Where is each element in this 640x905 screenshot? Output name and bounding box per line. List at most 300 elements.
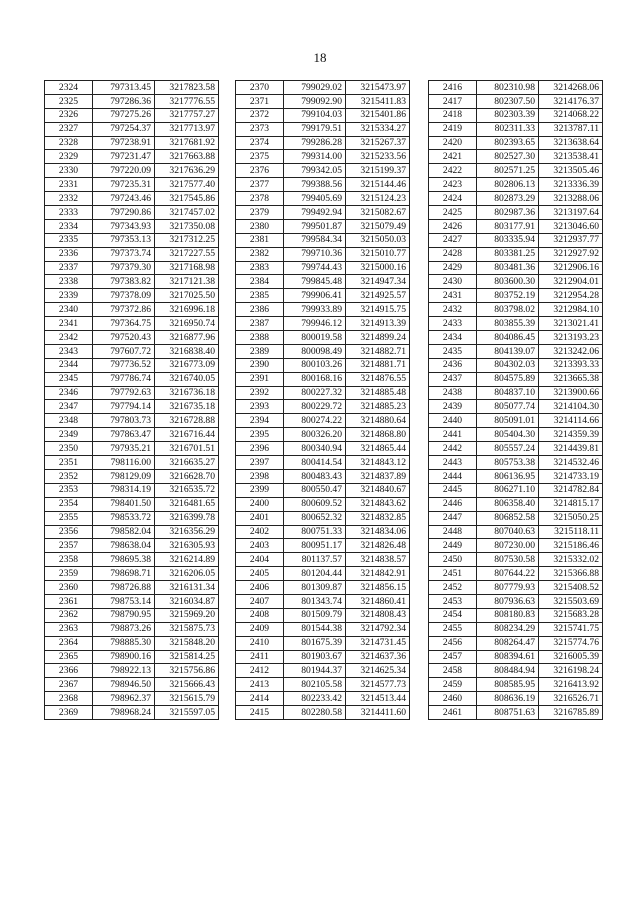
point-id-cell: 2438 (429, 386, 477, 400)
table-row (429, 136, 603, 150)
y-coordinate-cell: 3214885.23 (346, 400, 410, 414)
table-row (429, 511, 603, 525)
table-row (236, 136, 410, 150)
table-row (236, 567, 410, 581)
y-coordinate-cell: 3216635.27 (155, 456, 219, 470)
y-coordinate-cell: 3215756.86 (155, 664, 219, 678)
y-coordinate-cell: 3217757.27 (155, 108, 219, 122)
point-id-cell: 2371 (236, 94, 284, 108)
x-coordinate-cell: 798129.09 (93, 469, 155, 483)
y-coordinate-cell: 3217312.25 (155, 233, 219, 247)
table-row (236, 456, 410, 470)
table-row (429, 497, 603, 511)
point-id-cell: 2376 (236, 164, 284, 178)
table-row (45, 81, 219, 95)
x-coordinate-cell: 797372.86 (93, 303, 155, 317)
y-coordinate-cell: 3216206.05 (155, 567, 219, 581)
table-row (45, 678, 219, 692)
point-id-cell: 2403 (236, 539, 284, 553)
y-coordinate-cell: 3216413.92 (539, 678, 603, 692)
table-row (45, 594, 219, 608)
table-row (45, 289, 219, 303)
y-coordinate-cell: 3215875.73 (155, 622, 219, 636)
point-id-cell: 2349 (45, 428, 93, 442)
table-row (236, 511, 410, 525)
x-coordinate-cell: 800340.94 (284, 442, 346, 456)
point-id-cell: 2346 (45, 386, 93, 400)
y-coordinate-cell: 3215050.25 (539, 511, 603, 525)
point-id-cell: 2392 (236, 386, 284, 400)
x-coordinate-cell: 799492.94 (284, 206, 346, 220)
point-id-cell: 2413 (236, 678, 284, 692)
y-coordinate-cell: 3217121.38 (155, 275, 219, 289)
point-id-cell: 2359 (45, 567, 93, 581)
y-coordinate-cell: 3213638.64 (539, 136, 603, 150)
x-coordinate-cell: 807644.22 (477, 567, 539, 581)
table-row (236, 303, 410, 317)
x-coordinate-cell: 801309.87 (284, 581, 346, 595)
table-row (236, 539, 410, 553)
table-row (429, 414, 603, 428)
x-coordinate-cell: 807530.58 (477, 553, 539, 567)
point-id-cell: 2388 (236, 331, 284, 345)
y-coordinate-cell: 3214838.57 (346, 553, 410, 567)
y-coordinate-cell: 3215666.43 (155, 678, 219, 692)
table-row (429, 122, 603, 136)
y-coordinate-cell: 3212927.92 (539, 247, 603, 261)
table-row (236, 331, 410, 345)
table-row (429, 594, 603, 608)
y-coordinate-cell: 3214842.91 (346, 567, 410, 581)
point-id-cell: 2419 (429, 122, 477, 136)
x-coordinate-cell: 797353.13 (93, 233, 155, 247)
y-coordinate-cell: 3212906.16 (539, 261, 603, 275)
x-coordinate-cell: 797935.21 (93, 442, 155, 456)
point-id-cell: 2383 (236, 261, 284, 275)
x-coordinate-cell: 802310.98 (477, 81, 539, 95)
x-coordinate-cell: 800168.16 (284, 372, 346, 386)
x-coordinate-cell: 808751.63 (477, 706, 539, 720)
y-coordinate-cell: 3215118.11 (539, 525, 603, 539)
table-row (236, 247, 410, 261)
point-id-cell: 2387 (236, 317, 284, 331)
y-coordinate-cell: 3217457.02 (155, 206, 219, 220)
x-coordinate-cell: 808394.61 (477, 650, 539, 664)
x-coordinate-cell: 804086.45 (477, 331, 539, 345)
y-coordinate-cell: 3214114.66 (539, 414, 603, 428)
table-row (45, 469, 219, 483)
table-row (45, 539, 219, 553)
point-id-cell: 2440 (429, 414, 477, 428)
table-row (45, 233, 219, 247)
point-id-cell: 2374 (236, 136, 284, 150)
point-id-cell: 2382 (236, 247, 284, 261)
y-coordinate-cell: 3214856.15 (346, 581, 410, 595)
x-coordinate-cell: 800227.32 (284, 386, 346, 400)
y-coordinate-cell: 3213505.46 (539, 164, 603, 178)
point-id-cell: 2338 (45, 275, 93, 289)
y-coordinate-cell: 3215848.20 (155, 636, 219, 650)
table-row (236, 233, 410, 247)
table-row (429, 386, 603, 400)
x-coordinate-cell: 803798.02 (477, 303, 539, 317)
point-id-cell: 2324 (45, 81, 93, 95)
point-id-cell: 2365 (45, 650, 93, 664)
y-coordinate-cell: 3216034.87 (155, 594, 219, 608)
x-coordinate-cell: 805091.01 (477, 414, 539, 428)
y-coordinate-cell: 3214837.89 (346, 469, 410, 483)
x-coordinate-cell: 800550.47 (284, 483, 346, 497)
x-coordinate-cell: 797794.14 (93, 400, 155, 414)
table-row (236, 553, 410, 567)
table-row (236, 608, 410, 622)
table-row (45, 442, 219, 456)
table-row (429, 94, 603, 108)
x-coordinate-cell: 799342.05 (284, 164, 346, 178)
table-row (236, 94, 410, 108)
x-coordinate-cell: 801343.74 (284, 594, 346, 608)
table-row (236, 428, 410, 442)
table-row (45, 567, 219, 581)
point-id-cell: 2356 (45, 525, 93, 539)
x-coordinate-cell: 798900.16 (93, 650, 155, 664)
x-coordinate-cell: 798726.88 (93, 581, 155, 595)
y-coordinate-cell: 3213538.41 (539, 150, 603, 164)
x-coordinate-cell: 808484.94 (477, 664, 539, 678)
x-coordinate-cell: 798885.30 (93, 636, 155, 650)
table-row (429, 247, 603, 261)
x-coordinate-cell: 797275.26 (93, 108, 155, 122)
y-coordinate-cell: 3214843.12 (346, 456, 410, 470)
point-id-cell: 2426 (429, 219, 477, 233)
y-coordinate-cell: 3213900.66 (539, 386, 603, 400)
y-coordinate-cell: 3216785.89 (539, 706, 603, 720)
point-id-cell: 2375 (236, 150, 284, 164)
point-id-cell: 2402 (236, 525, 284, 539)
point-id-cell: 2410 (236, 636, 284, 650)
point-id-cell: 2350 (45, 442, 93, 456)
x-coordinate-cell: 797313.45 (93, 81, 155, 95)
table-row (45, 94, 219, 108)
table-row (429, 81, 603, 95)
table-row (429, 289, 603, 303)
y-coordinate-cell: 3214068.22 (539, 108, 603, 122)
table-row (429, 442, 603, 456)
table-row (236, 372, 410, 386)
x-coordinate-cell: 802527.30 (477, 150, 539, 164)
x-coordinate-cell: 800951.17 (284, 539, 346, 553)
y-coordinate-cell: 3214176.37 (539, 94, 603, 108)
y-coordinate-cell: 3215267.37 (346, 136, 410, 150)
x-coordinate-cell: 797736.52 (93, 358, 155, 372)
x-coordinate-cell: 797378.09 (93, 289, 155, 303)
y-coordinate-cell: 3214882.71 (346, 344, 410, 358)
x-coordinate-cell: 803855.39 (477, 317, 539, 331)
x-coordinate-cell: 807040.63 (477, 525, 539, 539)
table-row (429, 553, 603, 567)
point-id-cell: 2399 (236, 483, 284, 497)
x-coordinate-cell: 808585.95 (477, 678, 539, 692)
y-coordinate-cell: 3214925.57 (346, 289, 410, 303)
x-coordinate-cell: 799104.03 (284, 108, 346, 122)
table-row (236, 81, 410, 95)
point-id-cell: 2460 (429, 692, 477, 706)
x-coordinate-cell: 799845.48 (284, 275, 346, 289)
table-row (429, 706, 603, 720)
table-row (236, 192, 410, 206)
point-id-cell: 2393 (236, 400, 284, 414)
x-coordinate-cell: 797254.37 (93, 122, 155, 136)
point-id-cell: 2443 (429, 456, 477, 470)
point-id-cell: 2457 (429, 650, 477, 664)
x-coordinate-cell: 797235.31 (93, 178, 155, 192)
point-id-cell: 2428 (429, 247, 477, 261)
table-row (45, 497, 219, 511)
point-id-cell: 2366 (45, 664, 93, 678)
x-coordinate-cell: 797220.09 (93, 164, 155, 178)
y-coordinate-cell: 3212984.10 (539, 303, 603, 317)
x-coordinate-cell: 799744.43 (284, 261, 346, 275)
table-row (429, 317, 603, 331)
table-row (45, 581, 219, 595)
x-coordinate-cell: 798582.04 (93, 525, 155, 539)
x-coordinate-cell: 802311.33 (477, 122, 539, 136)
point-id-cell: 2434 (429, 331, 477, 345)
y-coordinate-cell: 3217823.58 (155, 81, 219, 95)
y-coordinate-cell: 3214792.34 (346, 622, 410, 636)
y-coordinate-cell: 3214731.45 (346, 636, 410, 650)
point-id-cell: 2458 (429, 664, 477, 678)
y-coordinate-cell: 3216356.29 (155, 525, 219, 539)
x-coordinate-cell: 798533.72 (93, 511, 155, 525)
x-coordinate-cell: 800414.54 (284, 456, 346, 470)
x-coordinate-cell: 804302.03 (477, 358, 539, 372)
table-row (236, 164, 410, 178)
point-id-cell: 2401 (236, 511, 284, 525)
table-row (429, 525, 603, 539)
x-coordinate-cell: 804139.07 (477, 344, 539, 358)
y-coordinate-cell: 3215408.52 (539, 581, 603, 595)
point-id-cell: 2456 (429, 636, 477, 650)
table-row (236, 219, 410, 233)
y-coordinate-cell: 3214826.48 (346, 539, 410, 553)
x-coordinate-cell: 798116.00 (93, 456, 155, 470)
y-coordinate-cell: 3213336.39 (539, 178, 603, 192)
x-coordinate-cell: 808636.19 (477, 692, 539, 706)
y-coordinate-cell: 3215050.03 (346, 233, 410, 247)
table-row (45, 344, 219, 358)
y-coordinate-cell: 3214104.30 (539, 400, 603, 414)
x-coordinate-cell: 800609.52 (284, 497, 346, 511)
point-id-cell: 2435 (429, 344, 477, 358)
point-id-cell: 2353 (45, 483, 93, 497)
table-row (429, 692, 603, 706)
y-coordinate-cell: 3216996.18 (155, 303, 219, 317)
x-coordinate-cell: 803481.36 (477, 261, 539, 275)
y-coordinate-cell: 3216740.05 (155, 372, 219, 386)
point-id-cell: 2453 (429, 594, 477, 608)
x-coordinate-cell: 799286.28 (284, 136, 346, 150)
y-coordinate-cell: 3213665.38 (539, 372, 603, 386)
table-row (45, 525, 219, 539)
table-row (45, 331, 219, 345)
table-row (429, 303, 603, 317)
table-row (236, 664, 410, 678)
point-id-cell: 2361 (45, 594, 93, 608)
x-coordinate-cell: 803177.91 (477, 219, 539, 233)
x-coordinate-cell: 798790.95 (93, 608, 155, 622)
y-coordinate-cell: 3213197.64 (539, 206, 603, 220)
x-coordinate-cell: 801675.39 (284, 636, 346, 650)
table-row (429, 219, 603, 233)
point-id-cell: 2416 (429, 81, 477, 95)
table-row (45, 428, 219, 442)
point-id-cell: 2363 (45, 622, 93, 636)
table-row (429, 469, 603, 483)
point-id-cell: 2431 (429, 289, 477, 303)
y-coordinate-cell: 3214815.17 (539, 497, 603, 511)
point-id-cell: 2372 (236, 108, 284, 122)
y-coordinate-cell: 3216628.70 (155, 469, 219, 483)
table-row (236, 344, 410, 358)
x-coordinate-cell: 808234.29 (477, 622, 539, 636)
page-number: 18 (313, 50, 327, 65)
y-coordinate-cell: 3216005.39 (539, 650, 603, 664)
y-coordinate-cell: 3214885.48 (346, 386, 410, 400)
table-row (429, 608, 603, 622)
x-coordinate-cell: 798753.14 (93, 594, 155, 608)
table-row (45, 511, 219, 525)
y-coordinate-cell: 3214834.06 (346, 525, 410, 539)
y-coordinate-cell: 3216305.93 (155, 539, 219, 553)
x-coordinate-cell: 800103.26 (284, 358, 346, 372)
y-coordinate-cell: 3214868.80 (346, 428, 410, 442)
table-row (429, 622, 603, 636)
point-id-cell: 2390 (236, 358, 284, 372)
point-id-cell: 2407 (236, 594, 284, 608)
point-id-cell: 2439 (429, 400, 477, 414)
point-id-cell: 2396 (236, 442, 284, 456)
point-id-cell: 2369 (45, 706, 93, 720)
x-coordinate-cell: 807779.93 (477, 581, 539, 595)
x-coordinate-cell: 805404.30 (477, 428, 539, 442)
point-id-cell: 2449 (429, 539, 477, 553)
y-coordinate-cell: 3216950.74 (155, 317, 219, 331)
y-coordinate-cell: 3214865.44 (346, 442, 410, 456)
y-coordinate-cell: 3216716.44 (155, 428, 219, 442)
y-coordinate-cell: 3216214.89 (155, 553, 219, 567)
table-row (45, 275, 219, 289)
x-coordinate-cell: 797803.73 (93, 414, 155, 428)
y-coordinate-cell: 3217636.29 (155, 164, 219, 178)
table-row (429, 678, 603, 692)
y-coordinate-cell: 3215186.46 (539, 539, 603, 553)
point-id-cell: 2425 (429, 206, 477, 220)
point-id-cell: 2427 (429, 233, 477, 247)
coordinate-table-3 (428, 80, 603, 720)
y-coordinate-cell: 3214876.55 (346, 372, 410, 386)
point-id-cell: 2345 (45, 372, 93, 386)
x-coordinate-cell: 797290.86 (93, 206, 155, 220)
x-coordinate-cell: 799584.34 (284, 233, 346, 247)
point-id-cell: 2459 (429, 678, 477, 692)
y-coordinate-cell: 3216701.51 (155, 442, 219, 456)
y-coordinate-cell: 3216399.78 (155, 511, 219, 525)
y-coordinate-cell: 3214860.41 (346, 594, 410, 608)
x-coordinate-cell: 807230.00 (477, 539, 539, 553)
table-row (45, 622, 219, 636)
x-coordinate-cell: 801204.44 (284, 567, 346, 581)
x-coordinate-cell: 799710.36 (284, 247, 346, 261)
table-row (429, 275, 603, 289)
x-coordinate-cell: 802233.42 (284, 692, 346, 706)
table-row (429, 539, 603, 553)
x-coordinate-cell: 797786.74 (93, 372, 155, 386)
table-row (429, 331, 603, 345)
x-coordinate-cell: 798922.13 (93, 664, 155, 678)
point-id-cell: 2408 (236, 608, 284, 622)
y-coordinate-cell: 3216481.65 (155, 497, 219, 511)
x-coordinate-cell: 799946.12 (284, 317, 346, 331)
x-coordinate-cell: 797364.75 (93, 317, 155, 331)
point-id-cell: 2341 (45, 317, 93, 331)
table-row (236, 622, 410, 636)
table-row (429, 456, 603, 470)
y-coordinate-cell: 3215000.16 (346, 261, 410, 275)
x-coordinate-cell: 806358.40 (477, 497, 539, 511)
x-coordinate-cell: 799388.56 (284, 178, 346, 192)
y-coordinate-cell: 3215144.46 (346, 178, 410, 192)
table-row (429, 108, 603, 122)
y-coordinate-cell: 3217227.55 (155, 247, 219, 261)
point-id-cell: 2360 (45, 581, 93, 595)
x-coordinate-cell: 802873.29 (477, 192, 539, 206)
y-coordinate-cell: 3217545.86 (155, 192, 219, 206)
x-coordinate-cell: 802571.25 (477, 164, 539, 178)
point-id-cell: 2331 (45, 178, 93, 192)
x-coordinate-cell: 801137.57 (284, 553, 346, 567)
table-row (429, 358, 603, 372)
x-coordinate-cell: 797373.74 (93, 247, 155, 261)
table-row (236, 150, 410, 164)
x-coordinate-cell: 801544.38 (284, 622, 346, 636)
point-id-cell: 2450 (429, 553, 477, 567)
x-coordinate-cell: 801509.79 (284, 608, 346, 622)
point-id-cell: 2337 (45, 261, 93, 275)
x-coordinate-cell: 802393.65 (477, 136, 539, 150)
y-coordinate-cell: 3212954.28 (539, 289, 603, 303)
point-id-cell: 2381 (236, 233, 284, 247)
y-coordinate-cell: 3214880.64 (346, 414, 410, 428)
y-coordinate-cell: 3215332.02 (539, 553, 603, 567)
y-coordinate-cell: 3214840.67 (346, 483, 410, 497)
y-coordinate-cell: 3214913.39 (346, 317, 410, 331)
point-id-cell: 2437 (429, 372, 477, 386)
table-row (236, 289, 410, 303)
x-coordinate-cell: 802303.39 (477, 108, 539, 122)
table-row (45, 164, 219, 178)
point-id-cell: 2343 (45, 344, 93, 358)
y-coordinate-cell: 3215366.88 (539, 567, 603, 581)
table-row (429, 178, 603, 192)
x-coordinate-cell: 797238.91 (93, 136, 155, 150)
y-coordinate-cell: 3213393.33 (539, 358, 603, 372)
point-id-cell: 2451 (429, 567, 477, 581)
table-row (45, 664, 219, 678)
point-id-cell: 2385 (236, 289, 284, 303)
x-coordinate-cell: 800652.32 (284, 511, 346, 525)
point-id-cell: 2421 (429, 150, 477, 164)
